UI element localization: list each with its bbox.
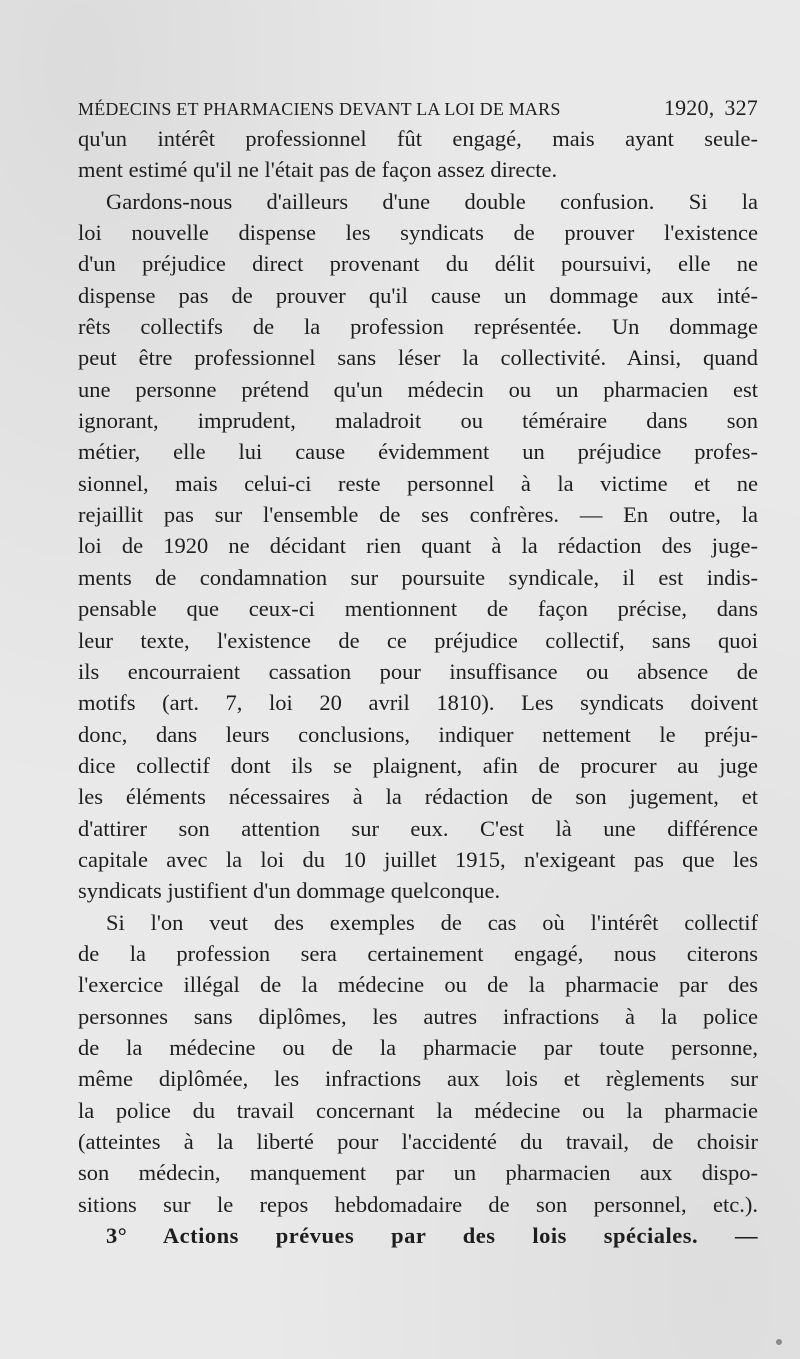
text-line: loi nouvelle dispense les syndicats de prouver l'existence: [78, 220, 758, 246]
text-line: rêts collectifs de la profession représentée. Un dommage: [78, 314, 758, 340]
running-year: 1920,: [663, 95, 715, 120]
paragraph-3: [78, 907, 758, 1220]
text-line: syndicats justifient d'un dommage quelconque.: [78, 878, 501, 904]
text-line: la police du travail concernant la médecine ou la pharmacie: [78, 1097, 758, 1123]
text-line: l'exercice illégal de la médecine ou de la pharmacie par des: [78, 972, 758, 998]
paragraph-1: [78, 123, 758, 186]
body-text: [78, 123, 758, 1251]
text-line: métier, elle lui cause évidemment un préjudice profes-: [78, 439, 758, 465]
text-line: donc, dans leurs conclusions, indiquer nettement le préju-: [78, 721, 758, 747]
text-line: Si l'on veut des exemples de cas où l'intérêt collectif: [106, 909, 758, 935]
running-head: [78, 96, 758, 121]
text-line: de la profession sera certainement engagé, nous citerons: [78, 940, 758, 966]
text-line: son médecin, manquement par un pharmacien aux dispo-: [78, 1160, 758, 1186]
text-line: une personne prétend qu'un médecin ou un pharmacien est: [78, 376, 758, 402]
text-line: rejaillit pas sur l'ensemble de ses confrères. — En outre, la: [78, 502, 758, 528]
text-line: personnes sans diplômes, les autres infractions à la police: [78, 1003, 758, 1029]
text-line: sionnel, mais celui-ci reste personnel à la victime et ne: [78, 470, 758, 496]
text-line: d'attirer son attention sur eux. C'est là une différence: [78, 815, 758, 841]
text-line: qu'un intérêt professionnel fût engagé, mais ayant seule-: [78, 126, 758, 151]
text-line: ment estimé qu'il ne l'était pas de façon assez directe.: [78, 157, 558, 183]
text-line: dice collectif dont ils se plaignent, afin de procurer au juge: [78, 752, 758, 778]
text-line: leur texte, l'existence de ce préjudice collectif, sans quoi: [78, 627, 758, 653]
text-line: dispense pas de prouver qu'il cause un dommage aux inté-: [78, 282, 758, 308]
text-line: les éléments nécessaires à la rédaction de son jugement, et: [78, 784, 758, 810]
text-line: de la médecine ou de la pharmacie par toute personne,: [78, 1034, 758, 1060]
text-line: ments de condamnation sur poursuite syndicale, il est indis-: [78, 564, 758, 590]
running-title: MÉDECINS ET PHARMACIENS DEVANT LA LOI DE MARS: [78, 99, 561, 119]
text-line: motifs (art. 7, loi 20 avril 1810). Les syndicats doivent: [78, 690, 758, 716]
running-head-right: [664, 96, 758, 120]
text-line: (atteintes à la liberté pour l'accidenté du travail, de choisir: [78, 1129, 758, 1154]
text-line: capitale avec la loi du 10 juillet 1915, n'exigeant pas que les: [78, 846, 758, 872]
book-page: [78, 96, 758, 1346]
section-number: 3°: [106, 1223, 128, 1249]
text-line: Gardons-nous d'ailleurs d'une double confusion. Si la: [106, 188, 758, 214]
page-number: 327: [724, 95, 758, 120]
page-corner-mark: [776, 1339, 782, 1345]
text-line: pensable que ceux-ci mentionnent de façon précise, dans: [78, 596, 758, 622]
section-heading-text: Actions prévues par des lois spéciales. —: [162, 1223, 758, 1249]
section-heading: [78, 1220, 758, 1251]
text-line: peut être professionnel sans léser la collectivité. Ainsi, quand: [78, 345, 758, 371]
text-line: même diplômée, les infractions aux lois et règlements sur: [78, 1066, 758, 1092]
text-line: d'un préjudice direct provenant du délit poursuivi, elle ne: [78, 251, 758, 277]
paragraph-2: [78, 186, 758, 907]
text-line: ignorant, imprudent, maladroit ou téméraire dans son: [78, 408, 758, 434]
text-line: loi de 1920 ne décidant rien quant à la rédaction des juge-: [78, 533, 758, 559]
text-line: ils encourraient cassation pour insuffisance ou absence de: [78, 658, 758, 684]
text-line: sitions sur le repos hebdomadaire de son personnel, etc.).: [78, 1191, 758, 1217]
